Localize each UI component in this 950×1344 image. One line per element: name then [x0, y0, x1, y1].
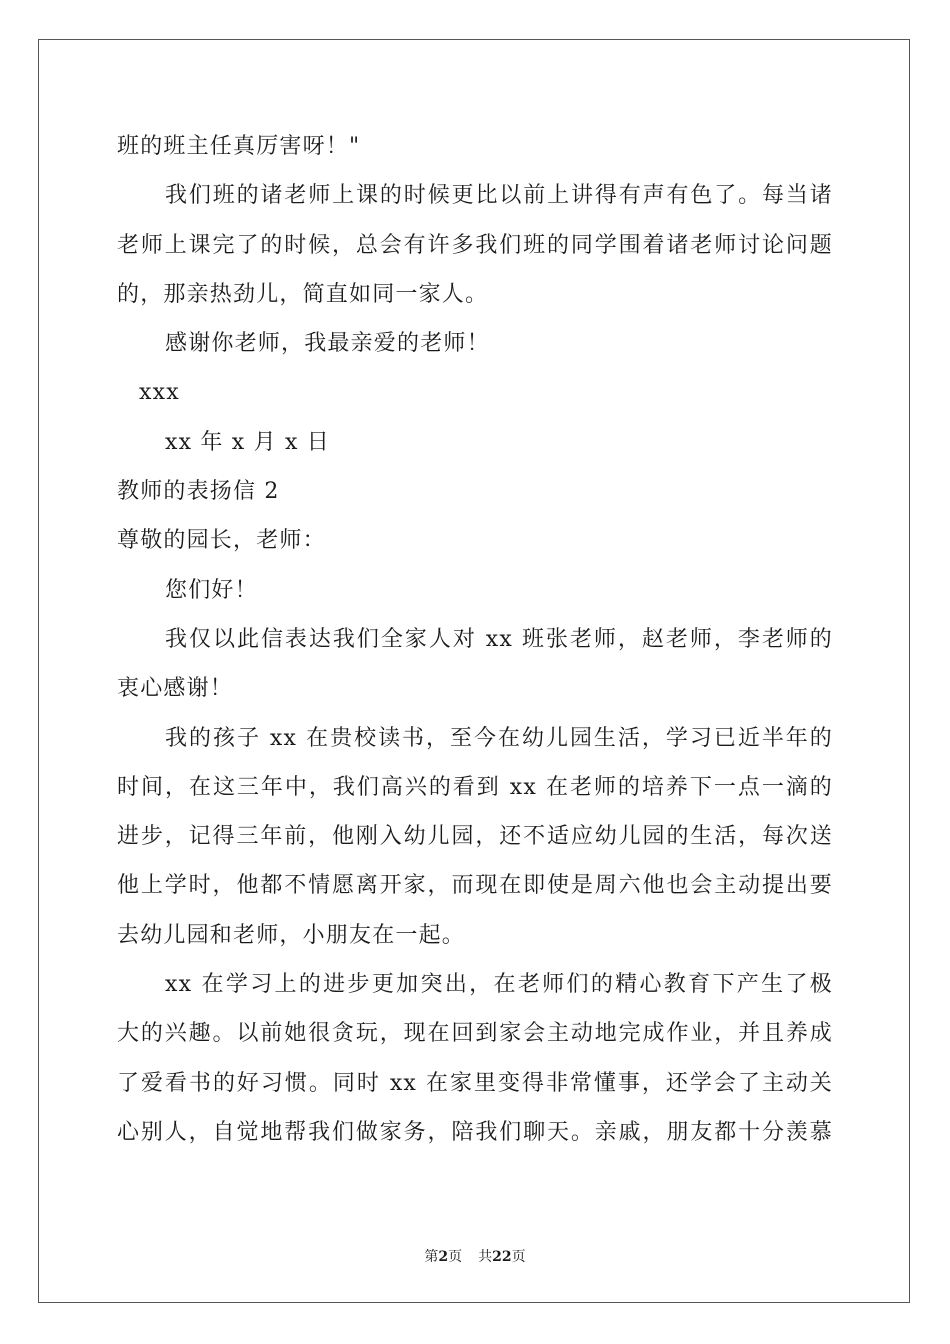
page-suffix: 页	[448, 1249, 463, 1265]
text-line: 老师上课完了的时候，总会有许多我们班的同学围着诸老师讨论问题	[117, 232, 833, 258]
paragraph-start: 我仅以此信表达我们全家人对 xx 班张老师，赵老师，李老师的	[165, 626, 833, 652]
text-line: 他上学时，他都不情愿离开家，而现在即使是周六他也会主动提出要	[117, 873, 833, 899]
page-footer	[0, 1246, 950, 1266]
total-prefix: 共	[478, 1249, 493, 1265]
paragraph-start: 我的孩子 xx 在贵校读书，至今在幼儿园生活，学习已近半年的	[165, 725, 833, 751]
text-line: 大的兴趣。以前她很贪玩，现在回到家会主动地完成作业，并且养成	[117, 1021, 833, 1047]
text-line: 心别人，自觉地帮我们做家务，陪我们聊天。亲戚，朋友都十分羡慕	[117, 1119, 833, 1145]
text-line: 的，那亲热劲儿，简直如同一家人。	[117, 281, 489, 307]
page-prefix: 第	[424, 1249, 439, 1265]
salutation: 尊敬的园长，老师：	[117, 528, 326, 554]
text-line: 去幼儿园和老师，小朋友在一起。	[117, 922, 466, 948]
section-title: 教师的表扬信 2	[117, 479, 280, 505]
paragraph-start: 感谢你老师，我最亲爱的老师！	[165, 331, 490, 357]
paragraph-start: xx 在学习上的进步更加突出，在老师们的精心教育下产生了极	[165, 972, 833, 998]
date-line: xx 年 x 月 x 日	[165, 429, 330, 455]
text-line: 班的班主任真厉害呀！"	[117, 134, 361, 159]
text-line: 衷心感谢！	[117, 676, 234, 702]
paragraph-start: 我们班的诸老师上课的时候更比以前上讲得有声有色了。每当诸	[165, 183, 833, 209]
total-page-number: 22	[492, 1249, 512, 1265]
text-line: 进步，记得三年前，他刚入幼儿园，还不适应幼儿园的生活，每次送	[117, 824, 833, 850]
current-page-number: 2	[438, 1249, 449, 1265]
document-body	[117, 122, 833, 1157]
text-line: 时间，在这三年中，我们高兴的看到 xx 在老师的培养下一点一滴的	[117, 774, 833, 800]
text-line: 了爱看书的好习惯。同时 xx 在家里变得非常懂事，还学会了主动关	[117, 1070, 833, 1096]
greeting: 您们好！	[165, 577, 258, 603]
total-suffix: 页	[511, 1249, 526, 1265]
signature: xxx	[139, 380, 180, 406]
